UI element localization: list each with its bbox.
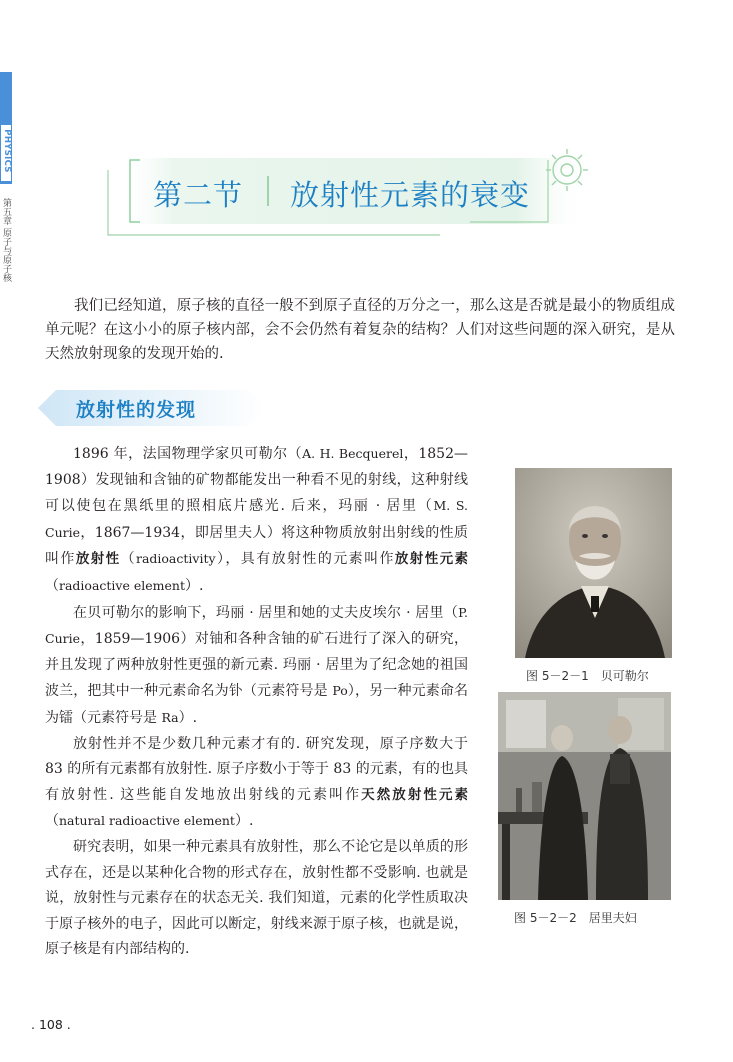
subsection-heading-text: 放射性的发现	[76, 399, 197, 421]
text-run: 放射性并不是少数几种元素才有的. 研究发现，原子序数大于 83 的所有元素都有放射性. 原子序数小于等于 83 的元素，有的也具有放射性. 这些能自发地放出射线的元素叫作	[45, 735, 468, 803]
english-name: P. Curie	[45, 604, 468, 647]
text-run: （	[45, 577, 59, 594]
text-run: ，1859—1906）对铀和各种含铀的矿石进行了深入的研究，并且发现了两种放射性更强的新元素. 玛丽 · 居里为了纪念她的祖国波兰，把其中一种元素命名为钋（元素符号是	[45, 631, 468, 700]
key-term: 天然放射性元素	[361, 786, 469, 803]
title-banner-decoration	[0, 0, 733, 260]
key-term: 放射性	[75, 551, 121, 568]
paragraph	[45, 600, 468, 732]
section-number: 第二节	[153, 178, 244, 212]
page-number: . 108 .	[31, 1017, 71, 1032]
text-run: 在贝可勒尔的影响下，玛丽 · 居里和她的丈夫皮埃尔 · 居里（	[73, 604, 459, 621]
english-term: radioactivity	[135, 551, 216, 567]
section-title-banner	[0, 0, 733, 260]
key-term: 放射性元素	[394, 551, 469, 568]
text-run: （	[45, 813, 59, 830]
element-symbol: Po	[332, 683, 348, 699]
text-run: ），另一种元素命名为镭（元素符号是	[45, 683, 468, 726]
paragraph: 研究表明，如果一种元素具有放射性，那么不论它是以单质的形式存在，还是以某种化合物的形式存在，放射性都不受影响. 也就是说，放射性与元素存在的状态无关. 我们知道，元素的化学性质取决于原子核外的电子，因此可以断定，射线来源于原子核，也就是说，原子核是有内部结构的.	[45, 838, 468, 958]
text-run: （	[120, 551, 136, 568]
text-run: ，1852—1908）发现铀和含铀的矿物都能发出一种看不见的射线，这种射线可以使包在黑纸里的照相底片感光. 后来，玛丽 · 居里（	[45, 446, 468, 515]
paragraph	[45, 732, 468, 835]
main-text-column	[45, 441, 468, 963]
portrait-image	[515, 468, 672, 658]
element-symbol: Ra	[161, 709, 179, 725]
figure-becquerel-photo	[515, 468, 672, 658]
paragraph	[45, 441, 468, 600]
text-run: ）.	[184, 577, 204, 594]
text-run: ）.	[234, 813, 254, 830]
english-term: radioactive element	[59, 577, 185, 593]
sidebar-chapter-label: 第五章 原子与原子核	[1, 198, 11, 282]
physics-text: PHYSICS	[2, 129, 12, 173]
section-title: 放射性元素的衰变	[290, 178, 531, 212]
figure-caption: 图 5－2－1 贝可勒尔	[526, 669, 649, 683]
english-name: A. H. Becquerel	[302, 446, 404, 461]
intro-paragraph: 我们已经知道，原子核的直径一般不到原子直径的万分之一，那么这是否就是最小的物质组成单元呢？在这小小的原子核内部，会不会仍然有着复杂的结构？人们对这些问题的深入研究，是从天然放射现象的发现开始的.	[45, 298, 675, 362]
text-run: 1896 年，法国物理学家贝可勒尔（	[73, 446, 303, 462]
text-run: ），具有放射性的元素叫作	[215, 551, 395, 568]
text-run: ）.	[178, 709, 198, 726]
laboratory-image	[498, 692, 671, 900]
figure-curies-photo	[498, 692, 671, 900]
subsection-heading	[38, 390, 268, 426]
figure-caption: 图 5－2－2 居里夫妇	[514, 911, 637, 925]
text-run: ，1867—1934，即居里夫人）将这种物质放射出射线的性质叫作	[45, 524, 468, 568]
english-name: M. S. Curie	[45, 498, 469, 540]
english-term: natural radioactive element	[59, 813, 235, 829]
